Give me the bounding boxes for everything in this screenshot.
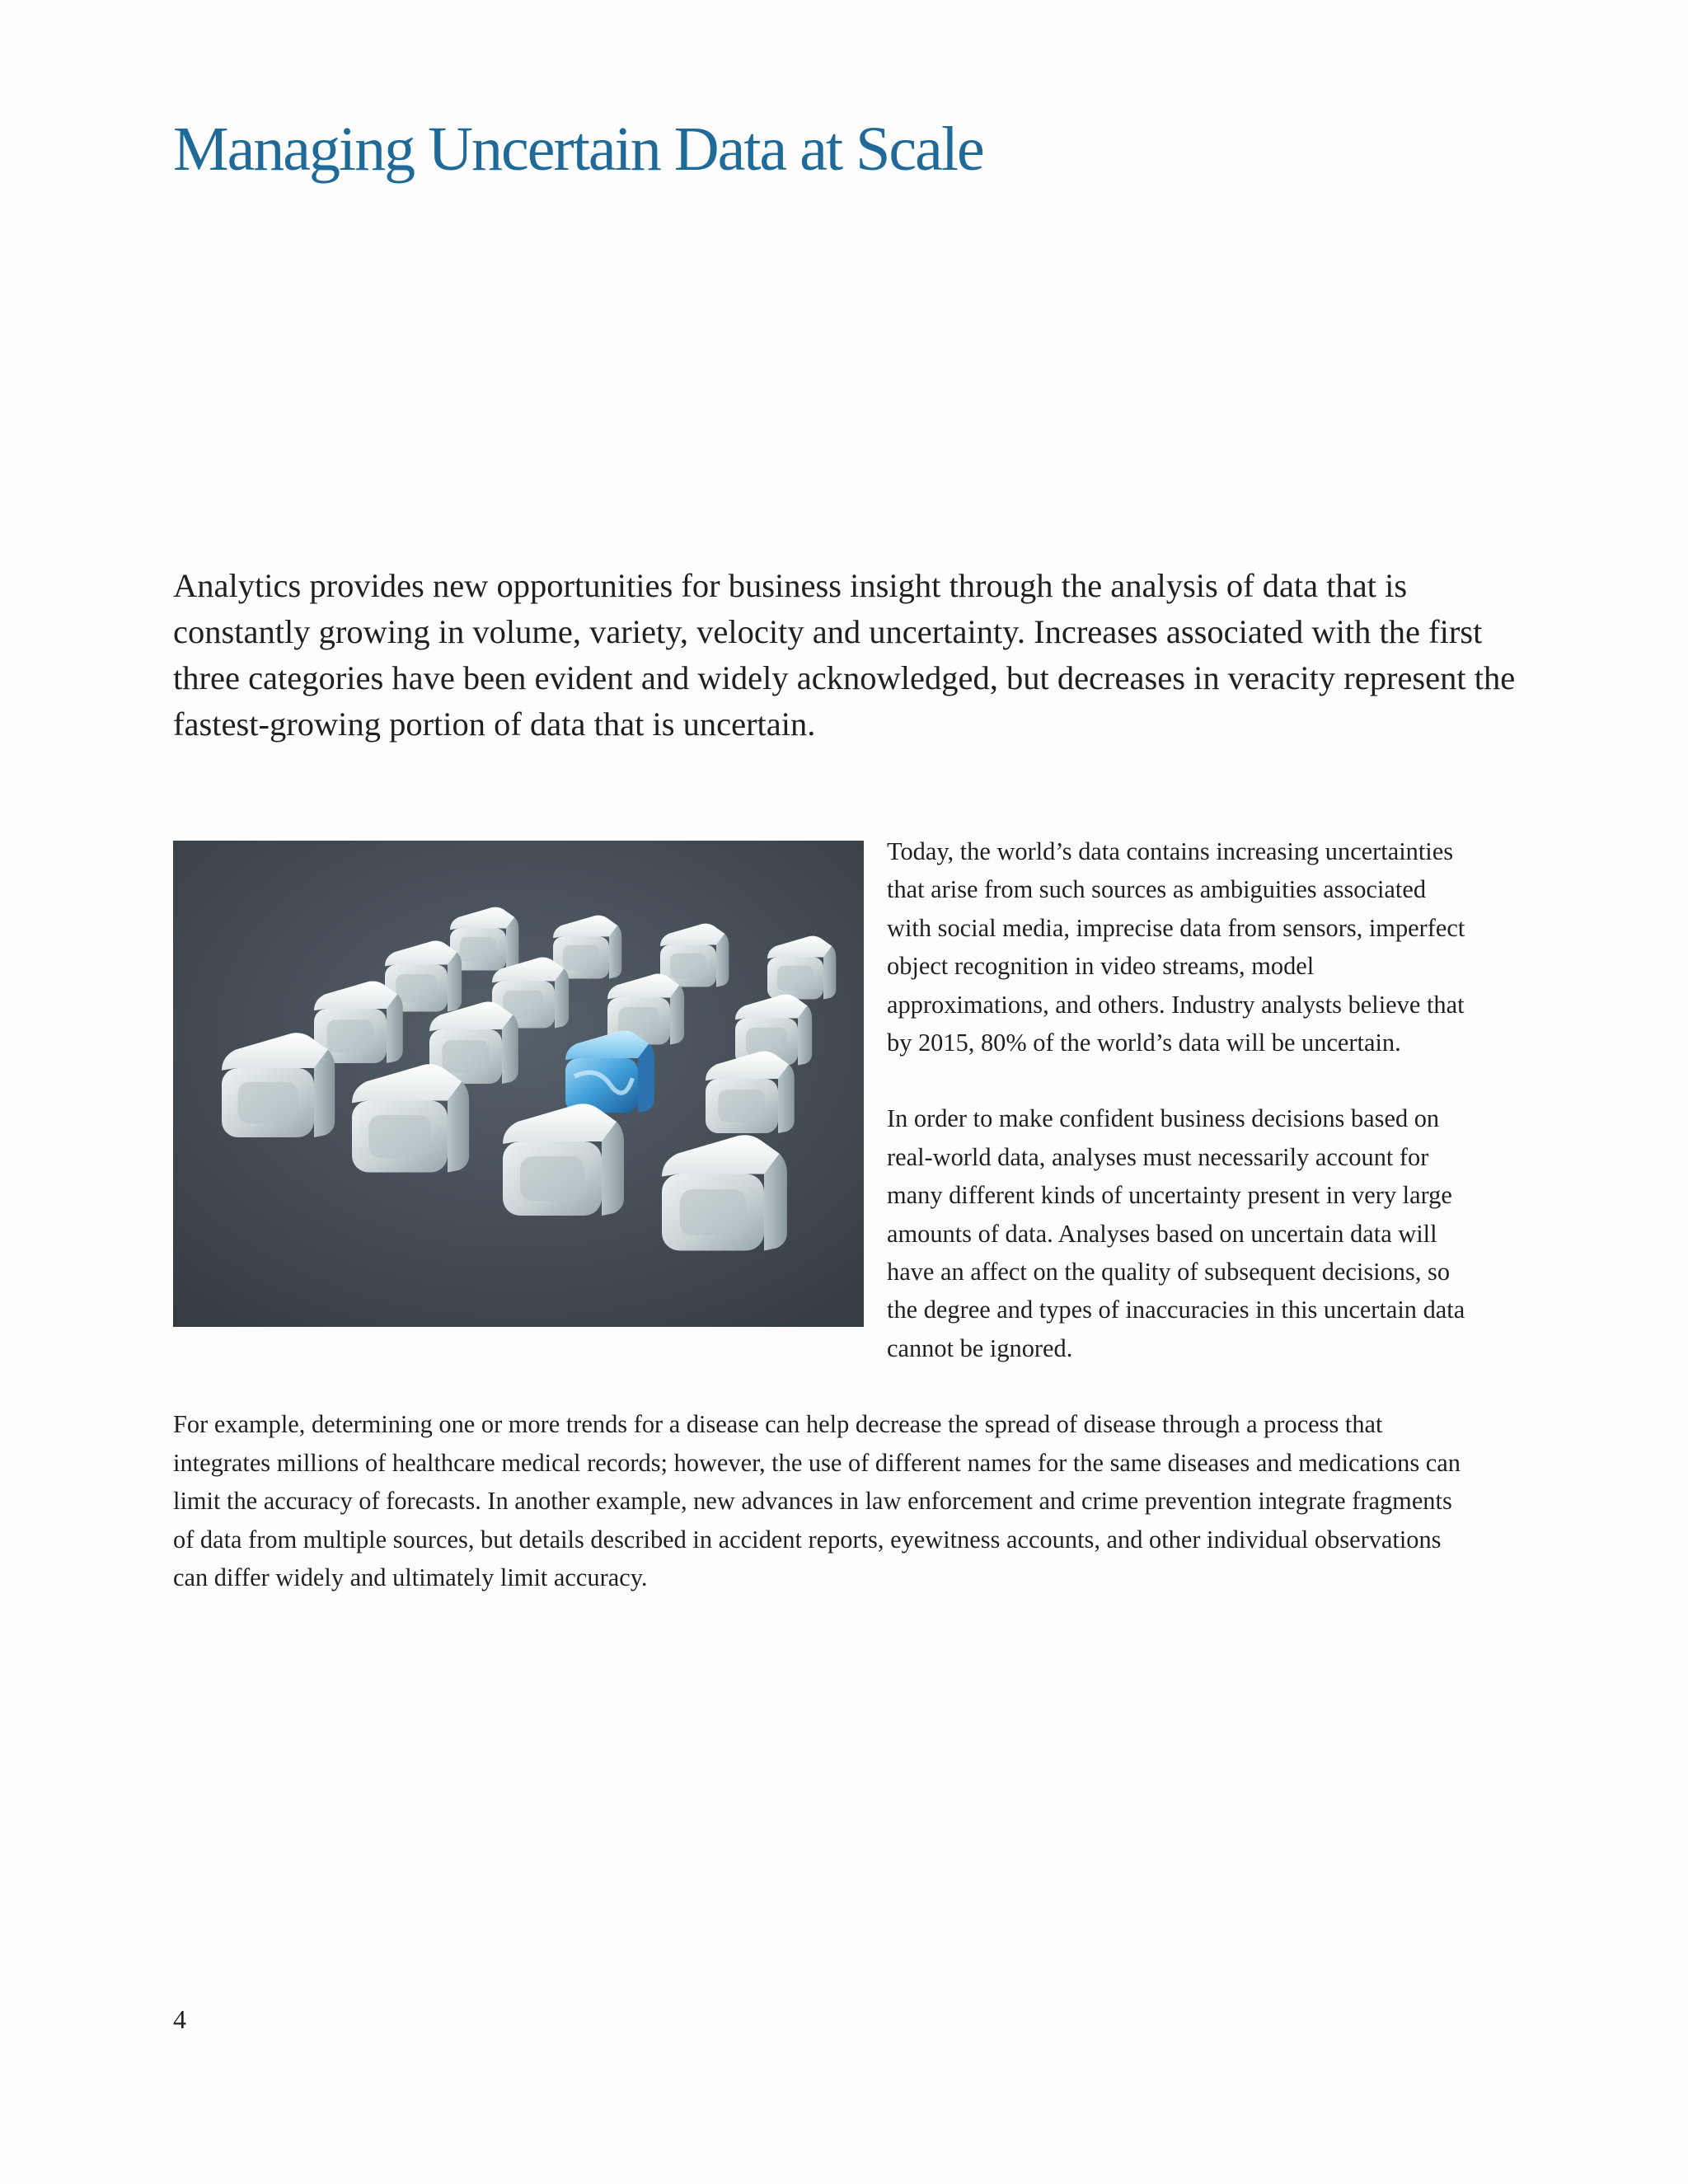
hero-image — [173, 841, 864, 1327]
page-title: Managing Uncertain Data at Scale — [173, 115, 983, 184]
body-text — [173, 832, 1475, 1634]
body-paragraph-3: For example, determining one or more trends for a disease can help decrease the spread of disease through a process that integrates millions of healthcare medical records; however, the use of different names for the same diseases and medications can limit the accuracy of forecasts. In another example, new advances in law enforcement and crime prevention integrate fragments of data from multiple sources, but details described in accident reports, eyewitness accounts, and other individual observations can differ widely and ultimately limit accuracy. — [173, 1410, 1461, 1591]
page-number: 4 — [173, 2004, 186, 2034]
body-paragraph-1: Today, the world’s data contains increasing uncertainties that arise from such sources as ambiguities associated with social media, imprecise data from sensors, imperfect object recognition in video streams, model approximations, and others. Industry analysts believe that by 2015, 80% of the world’s data will be uncertain. — [887, 837, 1465, 1057]
body-paragraph-2: In order to make confident business decisions based on real-world data, analyses must necessarily account for many different kinds of uncertainty present in very large amounts of data. Analyses based on uncertain data will have an affect on the quality of subsequent decisions, so the degree and types of inaccuracies in this uncertain data cannot be ignored. — [887, 1104, 1465, 1362]
cubes-illustration — [173, 841, 864, 1327]
lede-paragraph: Analytics provides new opportunities for business insight through the analysis of data that is constantly growing in volume, variety, velocity and uncertainty. Increases associated with the first three categories have been evident and widely acknowledged, but decreases in veracity represent the fastest-growing portion of data that is uncertain. — [173, 567, 1516, 743]
